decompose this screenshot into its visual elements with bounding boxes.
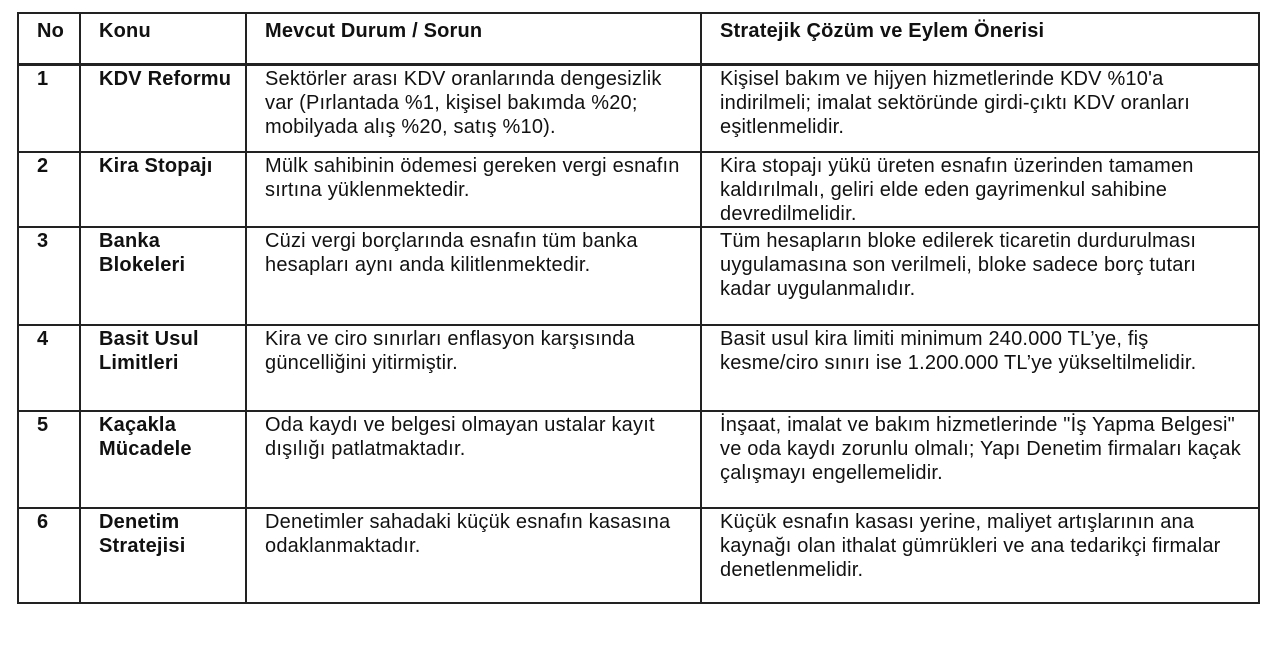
row-topic: Kira Stopajı [80, 152, 246, 227]
row-topic: Kaçakla Mücadele [80, 411, 246, 508]
row-solution: İnşaat, imalat ve bakım hizmetlerinde "İş Yapma Belgesi" ve oda kaydı zorunlu olmalı; Yapı Denetim firmaları kaçak çalışmayı engellemelidir. [701, 411, 1259, 508]
row-number: 2 [18, 152, 80, 227]
row-number: 1 [18, 64, 80, 152]
row-number: 3 [18, 227, 80, 325]
row-current-status: Cüzi vergi borçlarında esnafın tüm banka hesapları aynı anda kilitlenmektedir. [246, 227, 701, 325]
row-topic: Denetim Stratejisi [80, 508, 246, 603]
row-current-status: Oda kaydı ve belgesi olmayan ustalar kayıt dışılığı patlatmaktadır. [246, 411, 701, 508]
row-current-status: Kira ve ciro sınırları enflasyon karşısında güncelliğini yitirmiştir. [246, 325, 701, 411]
header-no: No [18, 13, 80, 64]
row-solution: Kira stopajı yükü üreten esnafın üzerinden tamamen kaldırılmalı, geliri elde eden gayrimenkul sahibine devredilmelidir. [701, 152, 1259, 227]
table-body [18, 64, 1259, 603]
row-current-status: Mülk sahibinin ödemesi gereken vergi esnafın sırtına yüklenmektedir. [246, 152, 701, 227]
header-row [18, 13, 1259, 64]
row-topic: Basit Usul Limitleri [80, 325, 246, 411]
row-number: 4 [18, 325, 80, 411]
strategy-table [17, 12, 1260, 604]
header-cozum: Stratejik Çözüm ve Eylem Önerisi [701, 13, 1259, 64]
row-solution: Basit usul kira limiti minimum 240.000 TL’ye, fiş kesme/ciro sınırı ise 1.200.000 TL’ye yükseltilmelidir. [701, 325, 1259, 411]
row-topic: Banka Blokeleri [80, 227, 246, 325]
table-row [18, 411, 1259, 508]
header-durum: Mevcut Durum / Sorun [246, 13, 701, 64]
row-topic: KDV Reformu [80, 64, 246, 152]
table-row [18, 152, 1259, 227]
row-solution: Küçük esnafın kasası yerine, maliyet artışlarının ana kaynağı olan ithalat gümrükleri ve ana tedarikçi firmalar denetlenmelidir. [701, 508, 1259, 603]
table-row [18, 325, 1259, 411]
table-header [18, 13, 1259, 64]
table-row [18, 227, 1259, 325]
document-page [17, 12, 1258, 604]
header-konu: Konu [80, 13, 246, 64]
row-number: 5 [18, 411, 80, 508]
row-number: 6 [18, 508, 80, 603]
row-current-status: Sektörler arası KDV oranlarında dengesizlik var (Pırlantada %1, kişisel bakımda %20; mobilyada alış %20, satış %10). [246, 64, 701, 152]
row-current-status: Denetimler sahadaki küçük esnafın kasasına odaklanmaktadır. [246, 508, 701, 603]
row-solution: Tüm hesapların bloke edilerek ticaretin durdurulması uygulamasına son verilmeli, bloke sadece borç tutarı kadar uygulanmalıdır. [701, 227, 1259, 325]
table-row [18, 64, 1259, 152]
table-row [18, 508, 1259, 603]
row-solution: Kişisel bakım ve hijyen hizmetlerinde KDV %10'a indirilmeli; imalat sektöründe girdi-çıktı KDV oranları eşitlenmelidir. [701, 64, 1259, 152]
